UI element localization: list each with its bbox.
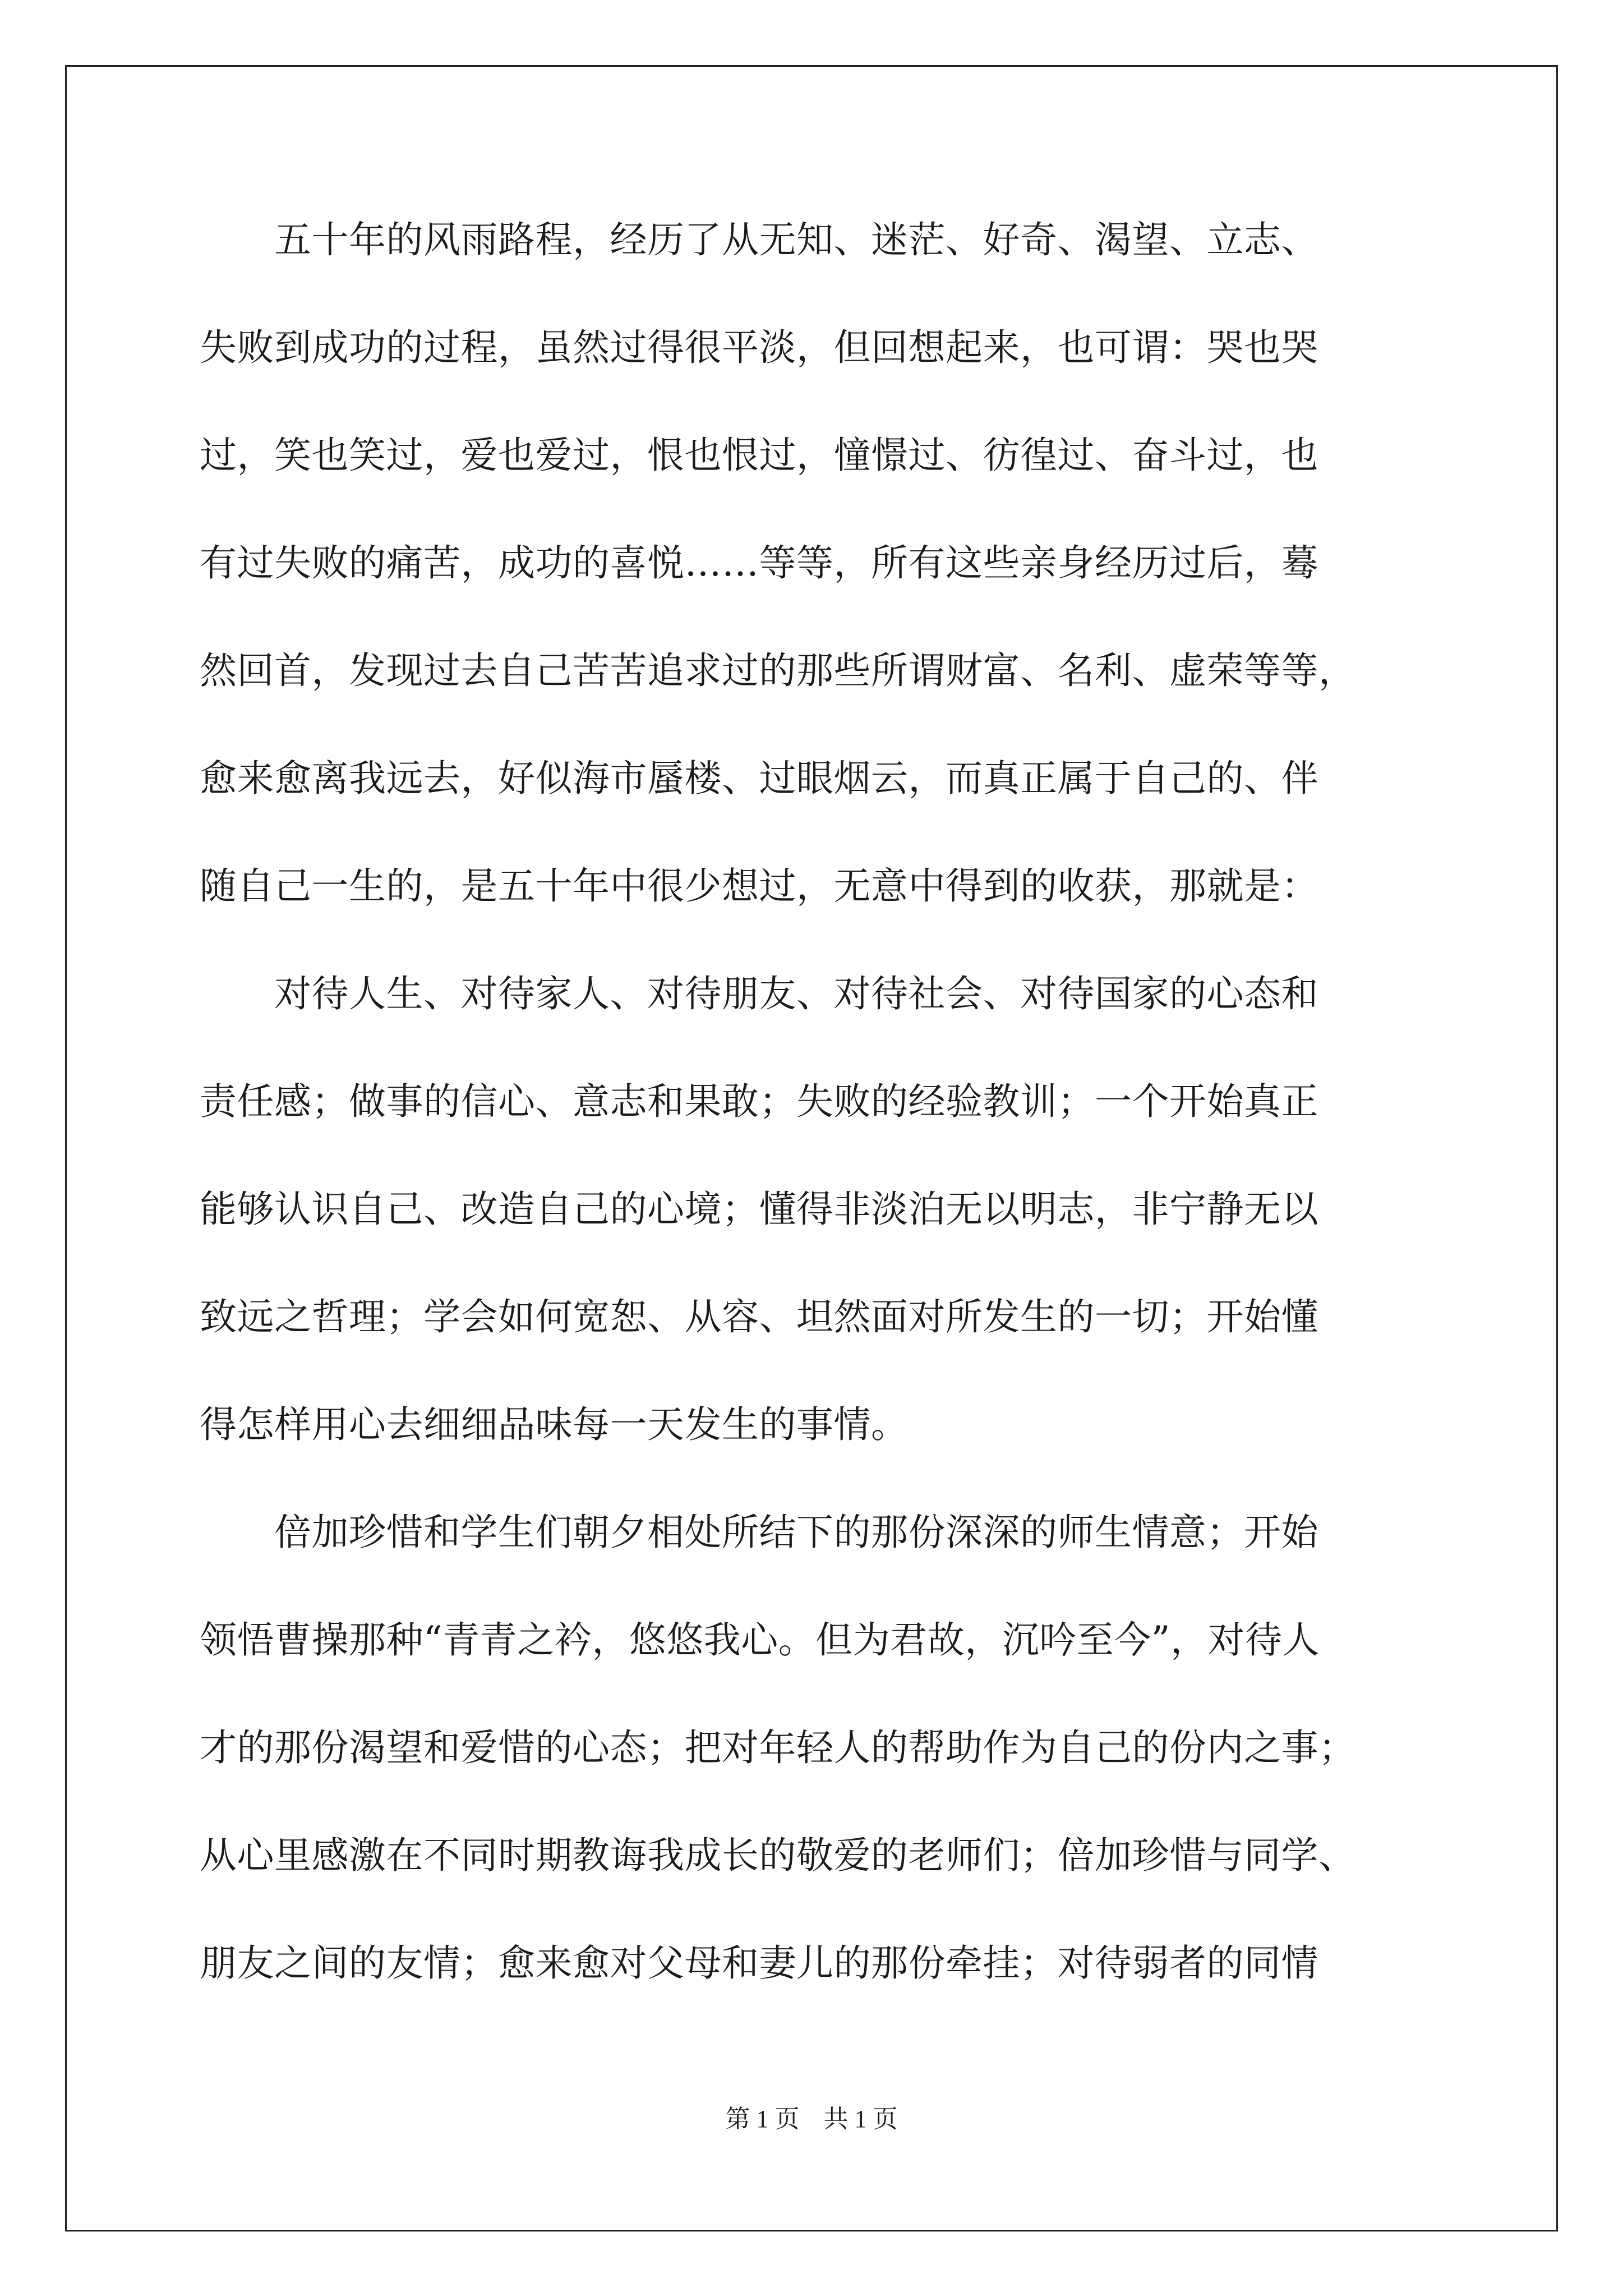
text-line: 才的那份渴望和爱惜的心态；把对年轻人的帮助作为自己的份内之事； xyxy=(200,1726,1356,1769)
text-line: 致远之哲理；学会如何宽恕、从容、坦然面对所发生的一切；开始懂 xyxy=(200,1295,1318,1338)
text-line: 责任感；做事的信心、意志和果敢；失败的经验教训；一个开始真正 xyxy=(200,1080,1318,1123)
text-line: 从心里感激在不同时期教诲我成长的敬爱的老师们；倍加珍惜与同学、 xyxy=(200,1834,1356,1877)
page-total: 共 1 页 xyxy=(823,2105,898,2133)
text-line: 能够认识自己、改造自己的心境；懂得非淡泊无以明志，非宁静无以 xyxy=(200,1188,1318,1231)
text-line: 朋友之间的友情；愈来愈对父母和妻儿的那份牵挂；对待弱者的同情 xyxy=(200,1941,1318,1985)
text-line: 五十年的风雨路程，经历了从无知、迷茫、好奇、渴望、立志、 xyxy=(200,218,1318,261)
text-line: 随自己一生的，是五十年中很少想过，无意中得到的收获，那就是： xyxy=(200,864,1318,908)
text-line: 过，笑也笑过，爱也爱过，恨也恨过，憧憬过、彷徨过、奋斗过，也 xyxy=(200,434,1318,477)
page-footer xyxy=(0,2102,1623,2136)
text-line: 对待人生、对待家人、对待朋友、对待社会、对待国家的心态和 xyxy=(200,972,1318,1015)
text-line: 然回首，发现过去自己苦苦追求过的那些所谓财富、名利、虚荣等等， xyxy=(200,649,1356,692)
text-line: 失败到成功的过程，虽然过得很平淡，但回想起来，也可谓：哭也哭 xyxy=(200,326,1318,369)
text-line: 领悟曹操那种“青青之衿，悠悠我心。但为君故，沉吟至今”，对待人 xyxy=(200,1618,1320,1662)
page-number: 第 1 页 xyxy=(725,2105,800,2133)
text-line: 倍加珍惜和学生们朝夕相处所结下的那份深深的师生情意；开始 xyxy=(200,1511,1318,1554)
text-line: 有过失败的痛苦，成功的喜悦……等等，所有这些亲身经历过后，蓦 xyxy=(200,541,1318,585)
text-line: 得怎样用心去细细品味每一天发生的事情。 xyxy=(200,1403,909,1446)
page-border xyxy=(65,65,1558,2231)
text-line: 愈来愈离我远去，好似海市蜃楼、过眼烟云，而真正属于自己的、伴 xyxy=(200,757,1318,800)
